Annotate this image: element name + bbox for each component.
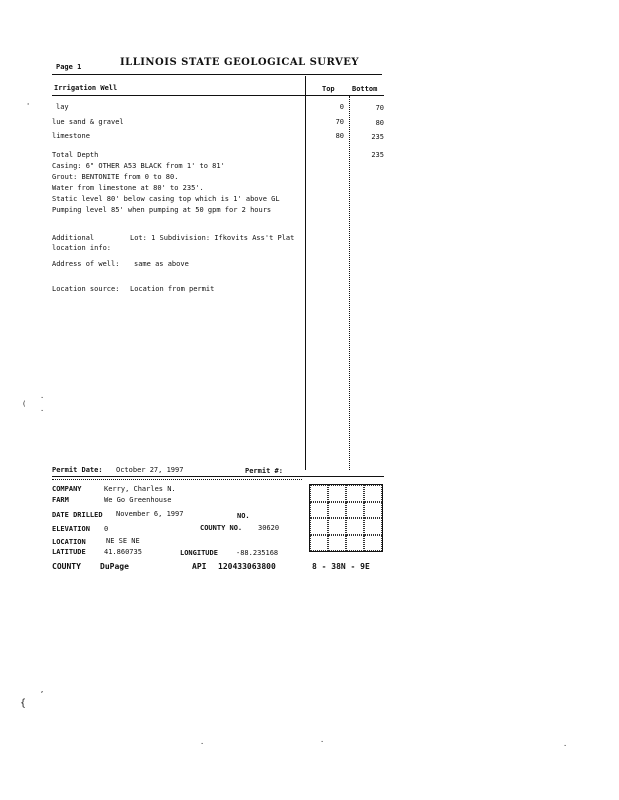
- static-level-note: Static level 80' below casing top which is 1' above GL: [52, 195, 280, 203]
- latitude-value: 41.860735: [104, 548, 142, 556]
- header-rule: [52, 74, 382, 75]
- farm-value: We Go Greenhouse: [104, 496, 172, 504]
- grout-note: Grout: BENTONITE from 0 to 80.: [52, 173, 179, 181]
- top-cell: 80: [335, 132, 344, 140]
- permit-rule: [52, 476, 384, 477]
- location-info-label: location info:: [52, 244, 112, 252]
- page-title: ILLINOIS STATE GEOLOGICAL SURVEY: [120, 57, 360, 68]
- permit-number-label: Permit #:: [245, 467, 283, 475]
- permit-date-label: Permit Date:: [52, 466, 103, 474]
- bottom-cell: 70: [375, 104, 384, 112]
- longitude-label: LONGITUDE: [180, 549, 218, 557]
- material-cell: lay: [56, 103, 69, 111]
- location-source-label: Location source:: [52, 285, 120, 293]
- casing-note: Casing: 6" OTHER A53 BLACK from 1' to 81': [52, 162, 225, 170]
- permit-date-value: October 27, 1997: [116, 466, 184, 474]
- date-drilled-label: DATE DRILLED: [52, 511, 103, 519]
- top-cell: 70: [335, 118, 344, 126]
- permit-rule-dotted: [52, 479, 302, 480]
- bottom-cell: 235: [371, 133, 384, 141]
- scan-mark: .: [563, 740, 568, 748]
- location-source-value: Location from permit: [130, 285, 215, 293]
- top-cell: 0: [339, 103, 344, 111]
- address-value: same as above: [134, 260, 189, 268]
- page-number: Page 1: [56, 63, 82, 71]
- county-no-label: COUNTY NO.: [200, 524, 243, 532]
- total-depth-value: 235: [371, 151, 384, 159]
- scan-mark: .: [320, 736, 325, 744]
- scan-mark: ‚: [40, 686, 45, 694]
- pumping-level-note: Pumping level 85' when pumping at 50 gpm for 2 hours: [52, 206, 272, 214]
- company-label: COMPANY: [52, 485, 82, 493]
- scan-mark: .: [40, 392, 45, 400]
- api-value: 120433063800: [218, 562, 276, 571]
- elevation-value: 0: [104, 525, 109, 533]
- bottom-cell: 80: [375, 119, 384, 127]
- county-label: COUNTY: [52, 562, 81, 571]
- latitude-label: LATITUDE: [52, 548, 86, 556]
- location-value: NE SE NE: [106, 537, 140, 545]
- top-column-divider: [305, 76, 306, 470]
- company-value: Kerry, Charles N.: [104, 485, 176, 493]
- township-range: 8 - 38N - 9E: [312, 562, 370, 571]
- additional-value: Lot: 1 Subdivision: Ifkovits Ass't Plat: [130, 234, 295, 242]
- county-no-value: 30620: [258, 524, 280, 532]
- well-type-label: Irrigation Well: [54, 84, 118, 92]
- scan-mark: .: [200, 738, 205, 746]
- additional-label: Additional: [52, 234, 95, 242]
- material-cell: lue sand & gravel: [52, 118, 124, 126]
- water-note: Water from limestone at 80' to 235'.: [52, 184, 204, 192]
- scan-mark: .: [40, 405, 45, 413]
- address-label: Address of well:: [52, 260, 120, 268]
- elevation-label: ELEVATION: [52, 525, 90, 533]
- col-top-header: Top: [322, 85, 335, 93]
- longitude-value: -88.235168: [236, 549, 279, 557]
- scan-mark: {: [20, 698, 27, 709]
- no-label: NO.: [237, 512, 250, 520]
- scan-mark: ': [26, 102, 31, 110]
- material-cell: limestone: [52, 132, 90, 140]
- bottom-column-divider: [349, 96, 350, 470]
- scan-mark: (: [22, 400, 27, 408]
- farm-label: FARM: [52, 496, 69, 504]
- total-depth-label: Total Depth: [52, 151, 99, 159]
- county-value: DuPage: [100, 562, 129, 571]
- table-header-rule: [52, 95, 384, 96]
- section-location-grid: [309, 484, 383, 552]
- date-drilled-value: November 6, 1997: [116, 510, 184, 518]
- col-bottom-header: Bottom: [352, 85, 378, 93]
- api-label: API: [192, 562, 207, 571]
- location-label: LOCATION: [52, 538, 86, 546]
